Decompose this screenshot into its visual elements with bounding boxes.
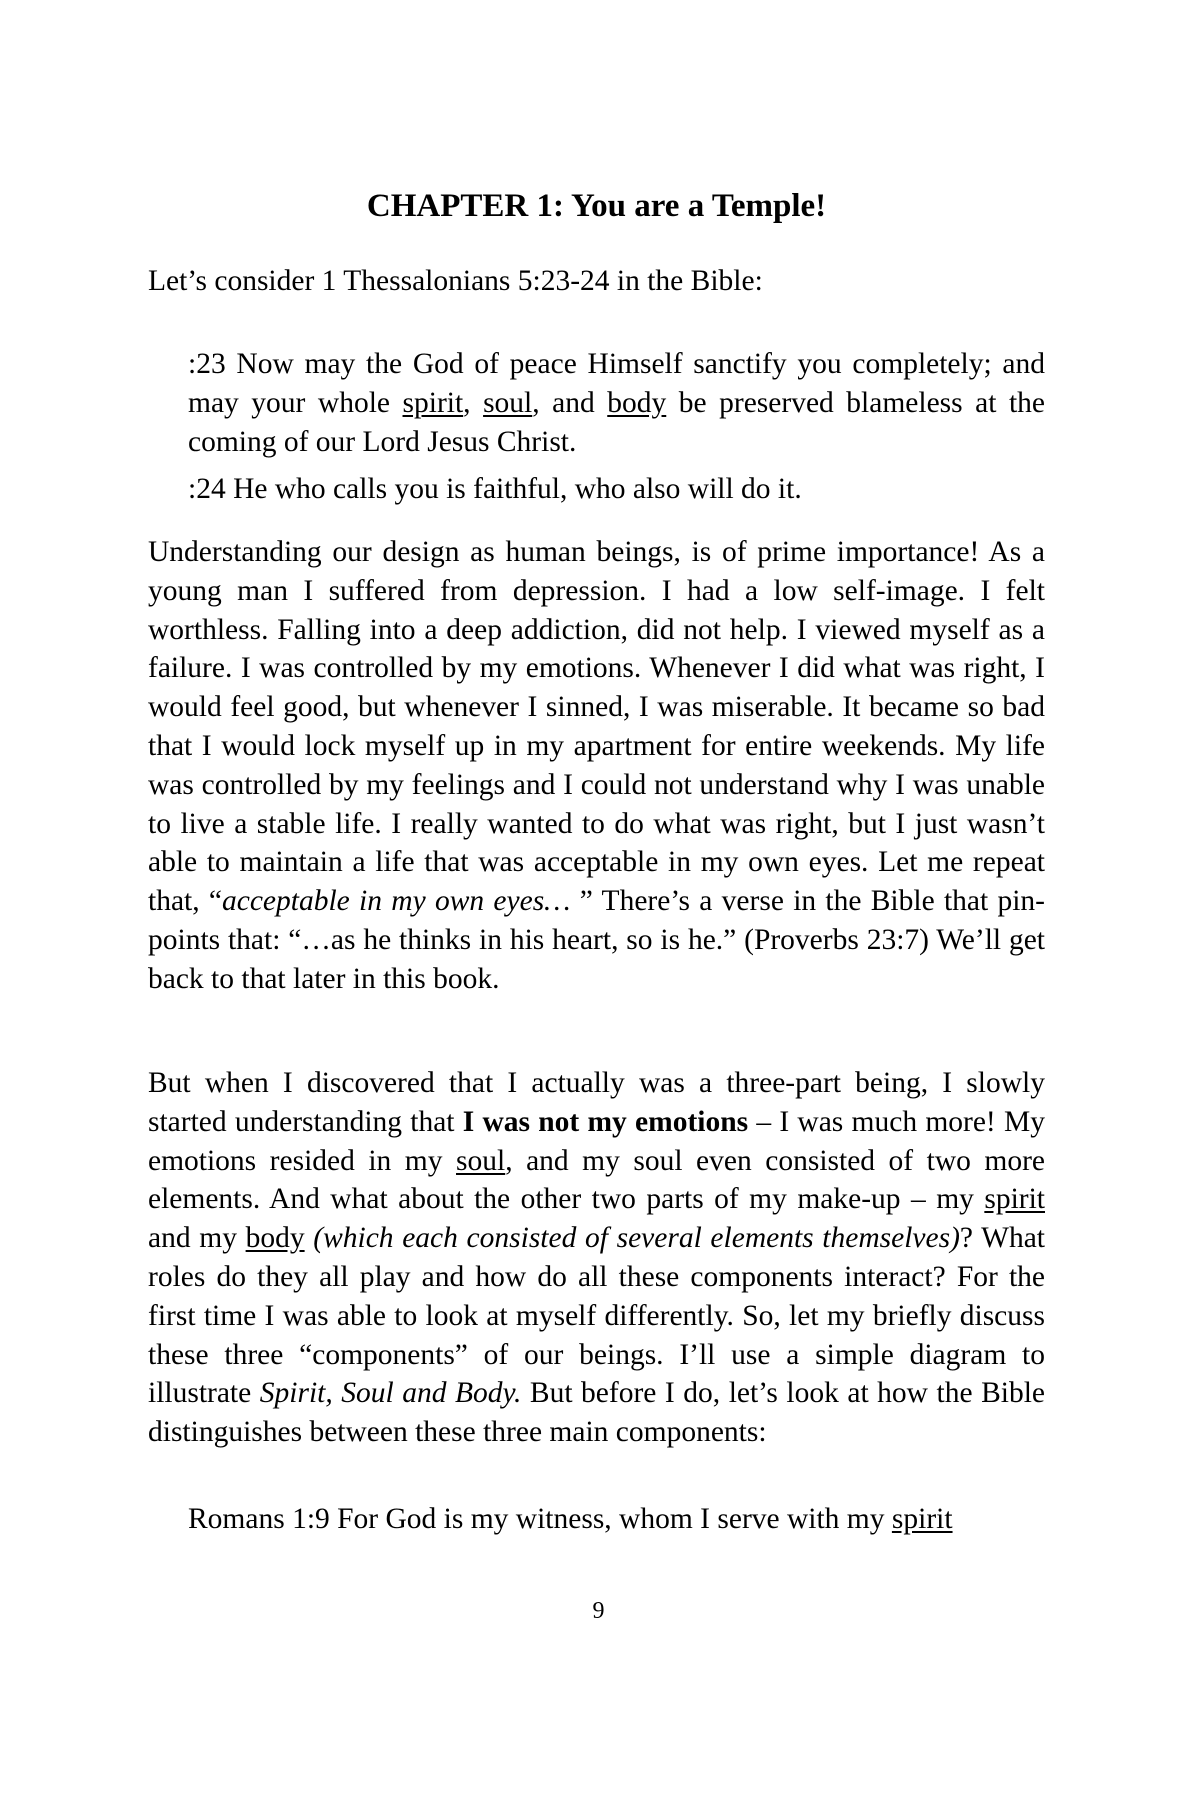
verse-24: :24 He who calls you is faithful, who also will do it. — [188, 473, 802, 505]
paragraph-text: ” There’s a verse in the Bible that pin-points that: “…as he thinks in his heart, so is he.” (Proverbs 23:7) We’ll get back to that later in this book. — [148, 885, 1045, 995]
paragraph-text: ? What roles do they all play and how do all these components interact? For the first time I was able to look at myself differently. So, let my briefly discuss these three “components” of our beings. I’ll use a simple diagram to illustrate — [148, 1222, 1046, 1410]
paragraph-text: – I was much more! My emotions resided in my — [148, 1105, 1045, 1177]
verse-text: , — [463, 386, 484, 419]
underlined-body: body — [245, 1222, 305, 1255]
paragraph-text — [305, 1222, 314, 1254]
verse-23 — [188, 345, 1045, 461]
chapter-title: CHAPTER 1: You are a Temple! — [366, 188, 827, 224]
verse-text: be preserved blameless at the coming of our Lord Jesus Christ. — [188, 386, 1045, 458]
underlined-body: body — [607, 386, 667, 419]
romans-verse — [188, 1500, 1045, 1539]
underlined-spirit: spirit — [402, 386, 464, 419]
paragraph-text: But before I do, let’s look at how the Bible distinguishes between these three main components: — [148, 1377, 1046, 1449]
italic-phrase: Spirit, Soul and Body. — [259, 1377, 522, 1410]
intro-paragraph: Let’s consider 1 Thessalonians 5:23-24 in the Bible: — [148, 265, 763, 297]
body-paragraph-1 — [148, 533, 1045, 999]
verse-text: :23 Now may the God of peace Himself sanctify you completely; and may your whole — [188, 348, 1045, 419]
italic-quote: acceptable in my own eyes… — [222, 885, 571, 918]
italic-aside: (which each consisted of several elements themselves) — [313, 1222, 960, 1255]
paragraph-text: and my — [148, 1222, 246, 1255]
underlined-soul: soul — [483, 386, 533, 419]
verse-text: , and — [532, 386, 608, 419]
underlined-soul: soul — [456, 1144, 506, 1177]
body-paragraph-2 — [148, 1064, 1045, 1452]
page-number: 9 — [592, 1598, 605, 1624]
paragraph-text: , and my soul even consisted of two more elements. And what about the other two parts of my make-up – my — [148, 1144, 1045, 1216]
paragraph-text: But when I discovered that I actually was a three-part being, I slowly started understanding that — [148, 1067, 1045, 1138]
paragraph-text: Understanding our design as human beings, is of prime importance! As a young man I suffered from depression. I had a low self-image. I felt worthless. Falling into a deep addiction, did not help. I viewed myself as a failure. I was controlled by my emotions. Whenever I did what was right, I would feel good, but whenever I sinned, I was miserable. It became so bad that I would lock myself up in my apartment for entire weekends. My life was controlled by my feelings and I could not understand why I was unable to live a stable life. I really wanted to do what was right, but I just wasn’t able to maintain a life that was acceptable in my own eyes. Let me repeat that, “ — [148, 536, 1045, 918]
verse-text: Romans 1:9 For God is my witness, whom I serve with my — [188, 1503, 892, 1535]
bold-emphasis: I was not my emotions — [462, 1105, 749, 1138]
underlined-spirit: spirit — [984, 1183, 1045, 1216]
underlined-spirit: spirit — [891, 1503, 953, 1535]
